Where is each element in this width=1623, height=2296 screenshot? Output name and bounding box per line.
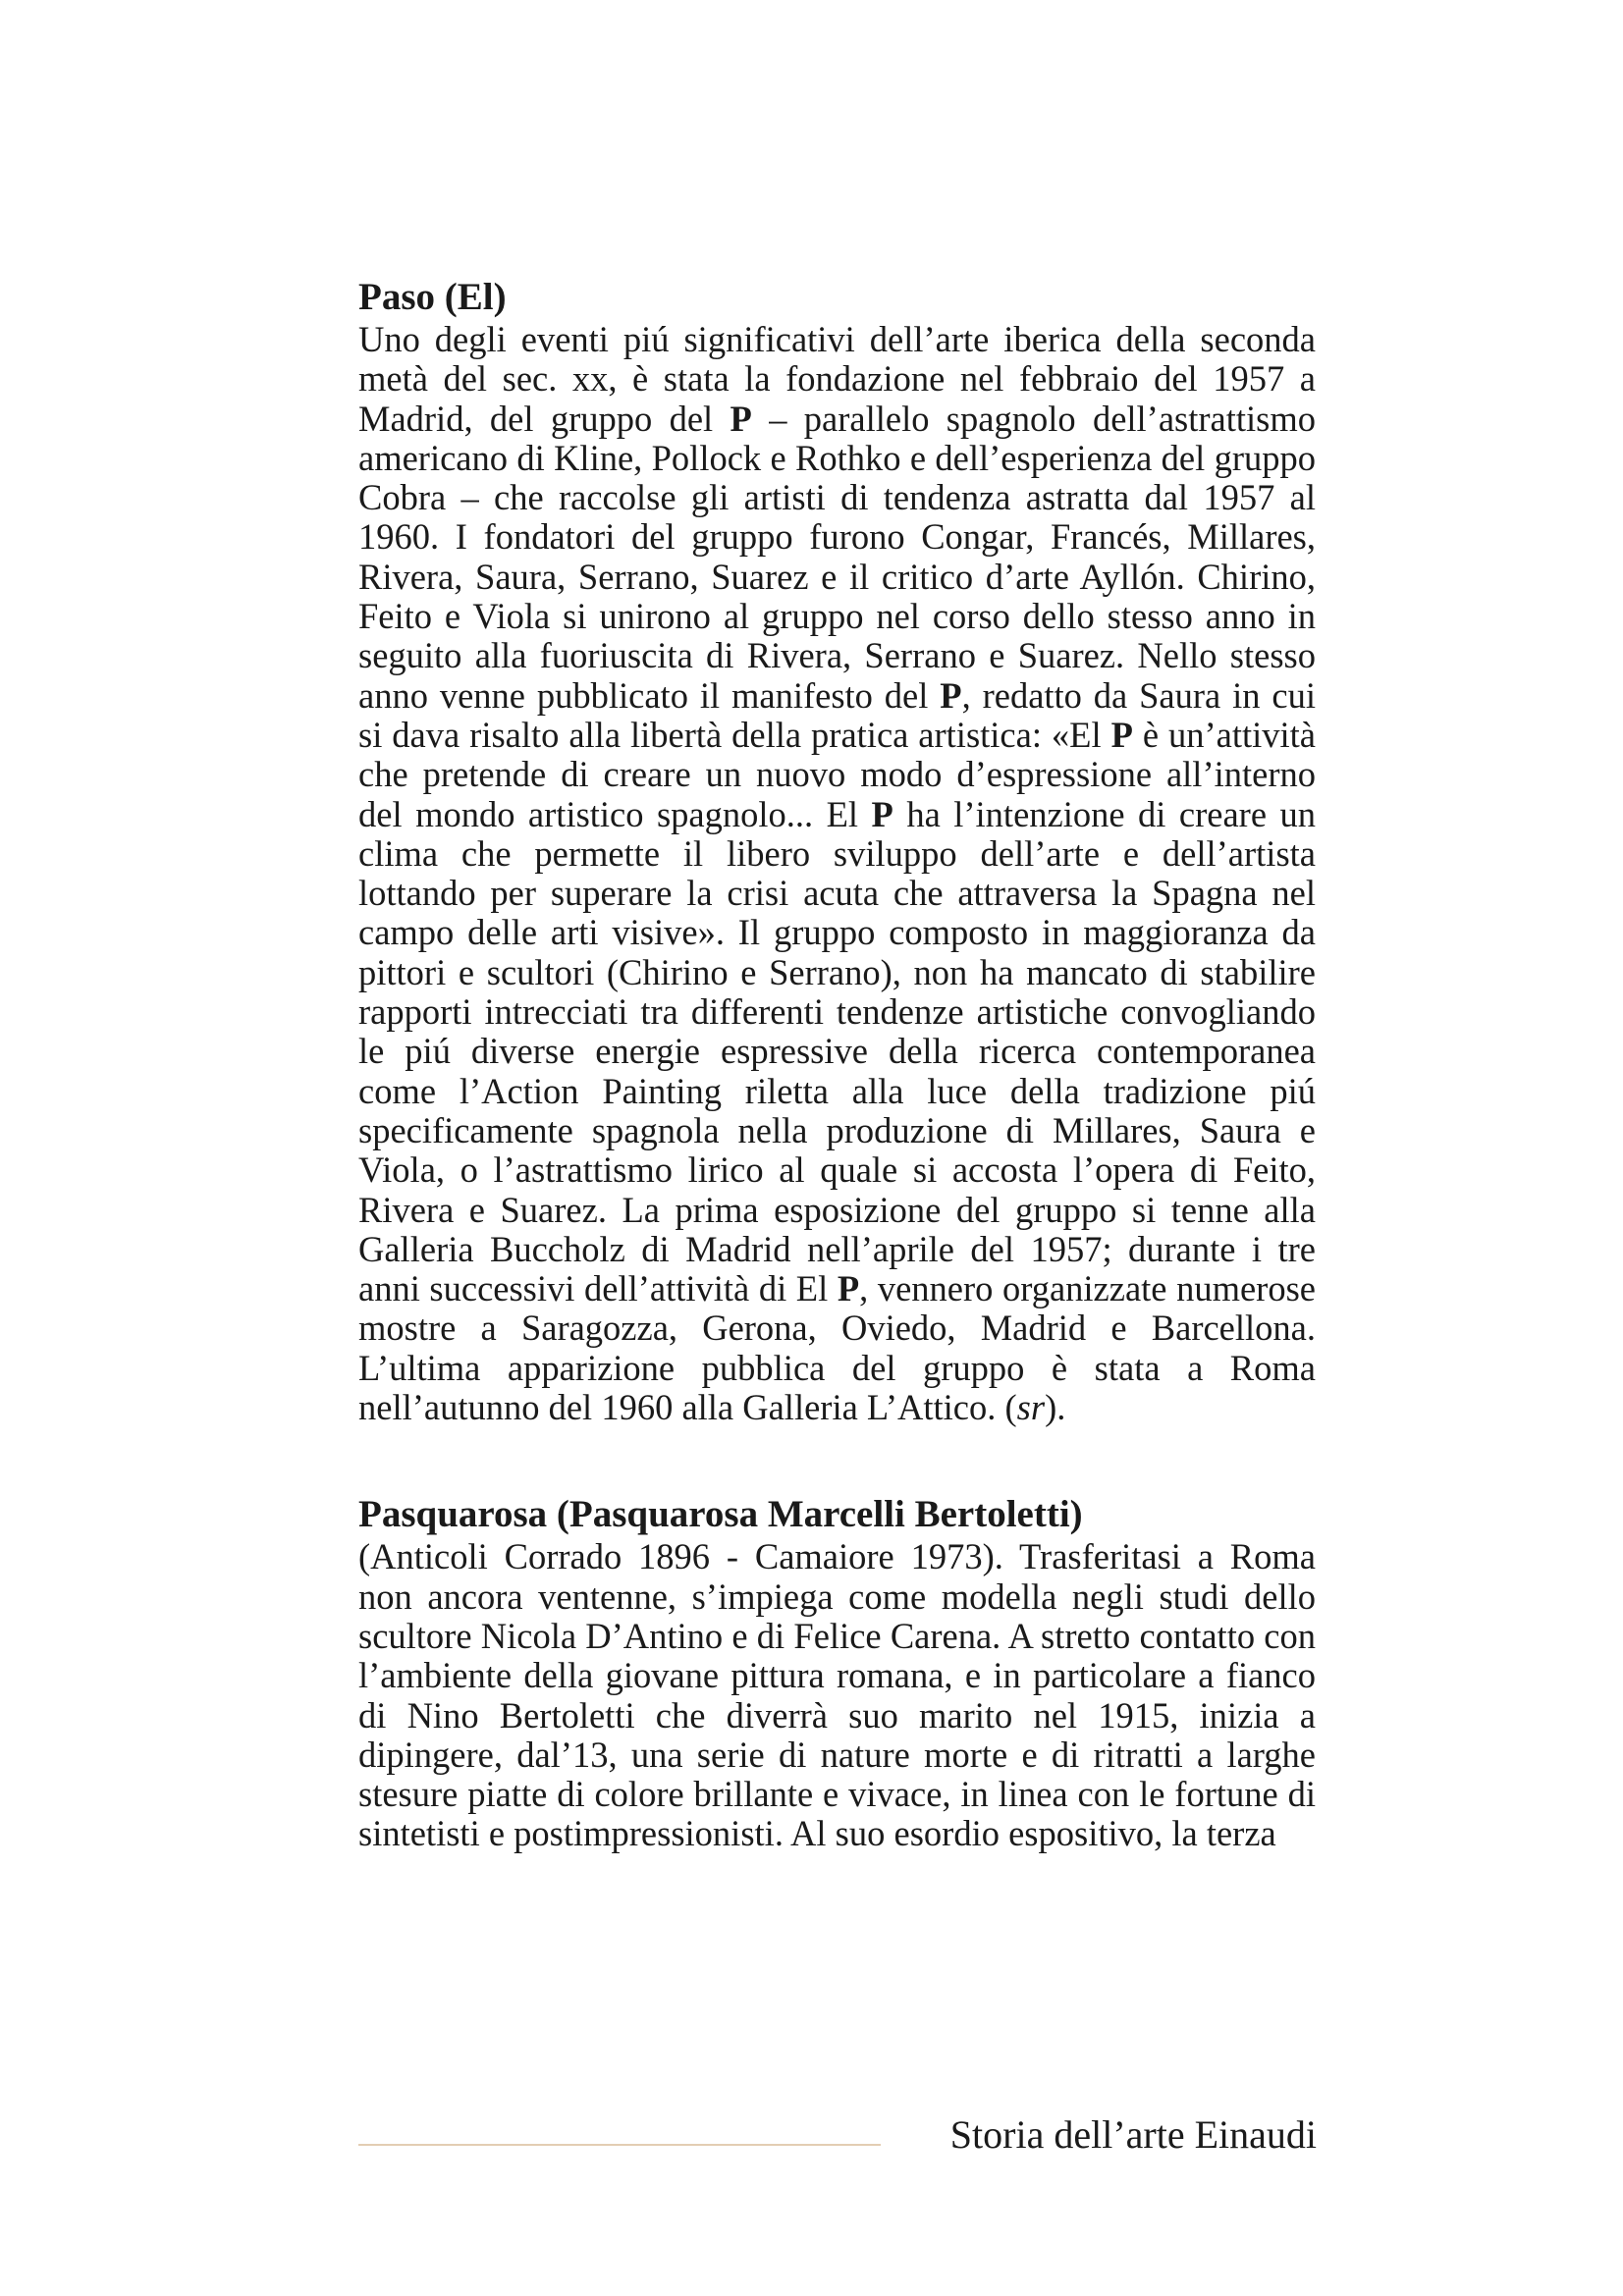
entry-title: Pasquarosa (Pasquarosa Marcelli Bertoletti) [358, 1493, 1083, 1536]
main-column [358, 275, 1316, 1854]
bold-abbreviation: P [1110, 714, 1133, 755]
entry-title: Paso (El) [358, 276, 507, 318]
bold-abbreviation: P [871, 793, 893, 834]
bold-abbreviation: P [940, 674, 962, 716]
footer-publication-title: Storia dell’arte Einaudi [949, 2112, 1317, 2157]
entry-paso [358, 275, 1316, 1427]
footer-rule [358, 2144, 881, 2146]
author-initials: sr [1016, 1387, 1046, 1428]
entry-pasquarosa [358, 1492, 1316, 1853]
bold-abbreviation: P [730, 398, 752, 439]
bold-abbreviation: P [837, 1268, 860, 1309]
entry-body: Uno degli eventi piú significativi dell’arte iberica della seconda metà del sec. xx, è stata la fondazione nel febbraio del 1957 a Madrid, del gruppo del P – parallelo spagnolo dell’astrattismo americano di Kline, Pollock e Rothko e dell’esperienza del gruppo Cobra – che raccolse gli artisti di tendenza astratta dal 1957 al 1960. I fondatori del gruppo furono Congar, Francés, Millares, Rivera, Saura, Serrano, Suarez e il critico d’arte Ayllón. Chirino, Feito e Viola si unirono al gruppo nel corso dello stesso anno in seguito alla fuoriuscita di Rivera, Serrano e Suarez. Nello stesso anno venne pubblicato il manifesto del P, redatto da Saura in cui si dava risalto alla libertà della pratica artistica: «El P è un’attività che pretende di creare un nuovo modo d’espressione all’interno del mondo artistico spagnolo... El P ha l’intenzione di creare un clima che permette il libero sviluppo dell’arte e dell’artista lottando per superare la crisi acuta che attraversa la Spagna nel campo delle arti visive». Il gruppo composto in maggioranza da pittori e scultori (Chirino e Serrano), non ha mancato di stabilire rapporti intrecciati tra differenti tendenze artistiche convogliando le piú diverse energie espressive della ricerca contemporanea come l’Action Painting riletta alla luce della tradizione piú specificamente spagnola nella produzione di Millares, Saura e Viola, o l’astrattismo lirico al quale si accosta l’opera di Feito, Rivera e Suarez. La prima esposizione del gruppo si tenne alla Galleria Buccholz di Madrid nell’aprile del 1957; durante i tre anni successivi dell’attività di El P, vennero organizzate numerose mostre a Saragozza, Gerona, Oviedo, Madrid e Barcellona. L’ultima apparizione pubblica del gruppo è stata a Roma nell’autunno del 1960 alla Galleria L’Attico. (sr). [358, 319, 1316, 1428]
entry-body: (Anticoli Corrado 1896 - Camaiore 1973). Trasferitasi a Roma non ancora ventenne, s’impiega come modella negli studi dello scultore Nicola D’Antino e di Felice Carena. A stretto contatto con l’ambiente della giovane pittura romana, e in particolare a fianco di Nino Bertoletti che diverrà suo marito nel 1915, inizia a dipingere, dal’13, una serie di nature morte e di ritratti a larghe stesure piatte di colore brillante e vivace, in linea con le fortune di sintetisti e postimpressionisti. Al suo esordio espositivo, la terza [358, 1536, 1316, 1854]
entry-separator [358, 1427, 1316, 1492]
